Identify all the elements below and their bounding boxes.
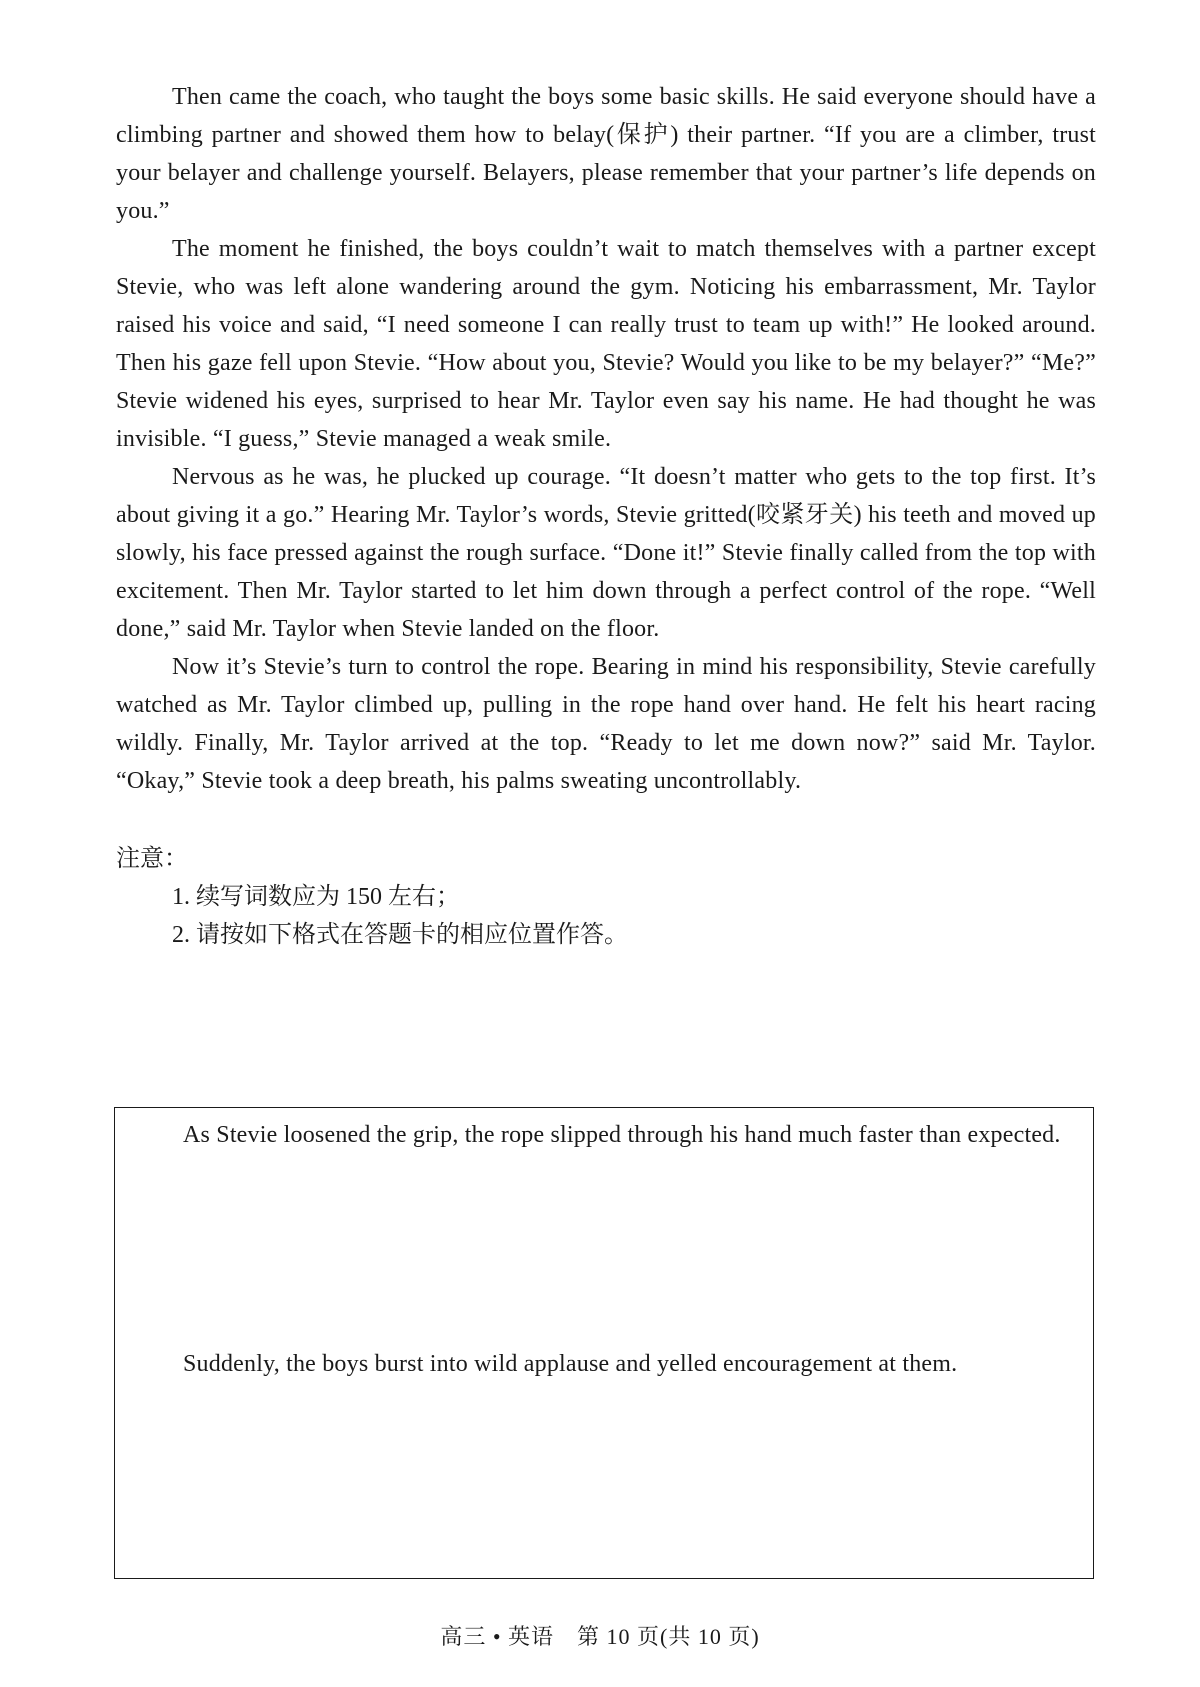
notes-section [116,840,1096,954]
notes-item-format: 2. 请按如下格式在答题卡的相应位置作答。 [172,922,628,948]
passage [116,78,1096,954]
passage-paragraph-4: Now it’s Stevie’s turn to control the rope. Bearing in mind his responsibility, Stevie carefully watched as Mr. Taylor climbed up, pulling in the rope hand over hand. He felt his heart racing wildly. Finally, Mr. Taylor arrived at the top. “Ready to let me down now?” said Mr. Taylor. “Okay,” Stevie took a deep breath, his palms sweating uncontrollably. [116,654,1096,794]
page-footer: 高三 • 英语 第 10 页(共 10 页) [440,1624,760,1649]
notes-label: 注意： [116,846,188,872]
passage-paragraph-1: Then came the coach, who taught the boys some basic skills. He said everyone should have a climbing partner and showed them how to belay(保护) their partner. “If you are a climber, trust your belayer and challenge yourself. Belayers, please remember that your partner’s life depends on you.” [116,84,1096,224]
answer-second-sentence: Suddenly, the boys burst into wild applause and yelled encouragement at them. [183,1351,958,1377]
passage-paragraph-3: Nervous as he was, he plucked up courage. “It doesn’t matter who gets to the top first. It’s about giving it a go.” Hearing Mr. Taylor’s words, Stevie gritted(咬紧牙关) his teeth and moved up slowly, his face pressed against the rough surface. “Done it!” Stevie finally called from the top with excitement. Then Mr. Taylor started to let him down through a perfect control of the rope. “Well done,” said Mr. Taylor when Stevie landed on the floor. [116,464,1096,642]
passage-paragraph-2: The moment he finished, the boys couldn’t wait to match themselves with a partner except Stevie, who was left alone wandering around the gym. Noticing his embarrassment, Mr. Taylor raised his voice and said, “I need someone I can really trust to team up with!” He looked around. Then his gaze fell upon Stevie. “How about you, Stevie? Would you like to be my belayer?” “Me?” Stevie widened his eyes, surprised to hear Mr. Taylor even say his name. He had thought he was invisible. “I guess,” Stevie managed a weak smile. [116,236,1096,452]
answer-box [114,1107,1094,1579]
answer-first-sentence: As Stevie loosened the grip, the rope slipped through his hand much faster than expected. [183,1122,1061,1148]
notes-item-word-count: 1. 续写词数应为 150 左右； [172,884,460,910]
